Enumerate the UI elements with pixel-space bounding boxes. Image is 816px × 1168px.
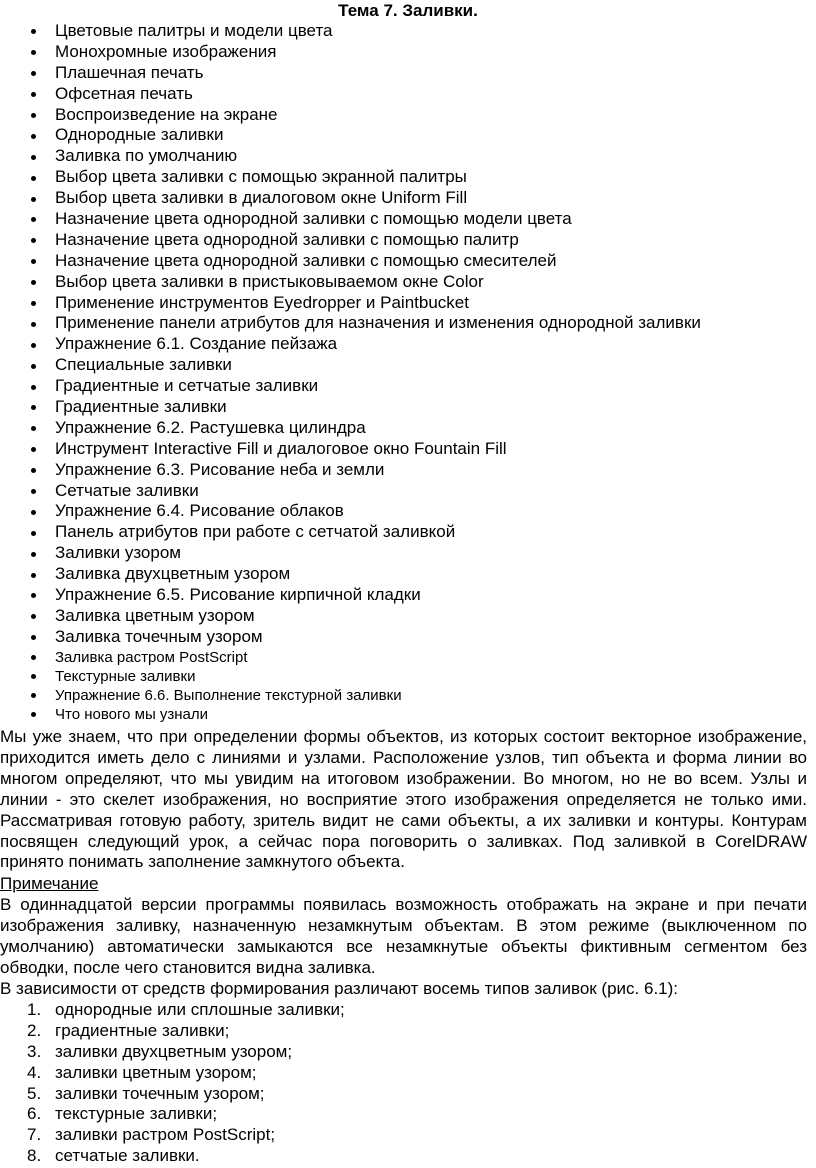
bullet-icon (31, 447, 36, 452)
list-item (0, 418, 701, 439)
list-item-text: Упражнение 6.1. Создание пейзажа (55, 334, 338, 354)
bullet-icon (31, 614, 36, 619)
bullet-icon (31, 593, 36, 598)
list-item (0, 686, 701, 705)
list-item-text: Выбор цвета заливки с помощью экранной палитры (55, 167, 467, 187)
list-item-number: 4. (27, 1062, 42, 1082)
list-item-text: текстурные заливки; (55, 1104, 218, 1124)
bullet-icon (31, 552, 36, 557)
fill-types-list (0, 1000, 345, 1167)
list-item (0, 84, 701, 105)
list-item-text: Назначение цвета однородной заливки с помощью смесителей (55, 250, 557, 270)
list-item (0, 188, 701, 209)
list-item (0, 230, 701, 251)
list-item-text: Заливка точечным узором (55, 626, 263, 646)
bullet-icon (31, 176, 36, 181)
page-title: Тема 7. Заливки. (338, 1, 478, 20)
bullet-icon (31, 113, 36, 118)
list-item-text: Упражнение 6.3. Рисование неба и земли (55, 459, 385, 479)
list-item (0, 1125, 345, 1146)
bullet-icon (31, 635, 36, 640)
topics-list (0, 21, 701, 724)
list-item-text: Цветовые палитры и модели цвета (55, 21, 333, 40)
bullet-icon (31, 693, 36, 698)
list-item-text: Заливка цветным узором (55, 605, 255, 625)
list-item-text: градиентные заливки; (55, 1020, 230, 1040)
list-item-text: Упражнение 6.2. Растушевка цилиндра (55, 417, 366, 437)
list-item-number: 5. (27, 1083, 42, 1103)
bullet-icon (31, 197, 36, 202)
list-item-text: Плашечная печать (55, 62, 204, 82)
list-item (0, 334, 701, 355)
list-item (0, 63, 701, 84)
list-item-text: Градиентные и сетчатые заливки (55, 376, 319, 396)
list-item-text: Инструмент Interactive Fill и диалоговое окно Fountain Fill (55, 438, 507, 458)
bullet-icon (31, 134, 36, 139)
list-item-text: Воспроизведение на экране (55, 104, 278, 124)
list-item (0, 146, 701, 167)
list-item-text: Заливка растром PostScript (55, 648, 248, 666)
list-item (0, 481, 701, 502)
bullet-icon (31, 531, 36, 536)
fill-types-intro: В зависимости от средств формирования различают восемь типов заливок (рис. 6.1): (0, 979, 679, 998)
intro-paragraph: Мы уже знаем, что при определении формы объектов, из которых состоит векторное изображение, приходится иметь дело с линиями и узлами. Расположение узлов, тип объекта и форма линии во многом определяют, что мы увидим на итоговом изображении. Во многом, но не во всем. Узлы и линии - это скелет изображения, но восприятие этого изображения определяется не только ими. Рассматривая готовую работу, зритель видит не сами объекты, а их заливки и контуры. Контурам посвящен следующий урок, а сейчас пора поговорить о заливках. Под заливкой в CorelDRAW принято понимать заполнение замкнутого объекта. (0, 727, 807, 872)
list-item (0, 125, 701, 146)
bullet-icon (31, 238, 36, 243)
bullet-icon (31, 259, 36, 264)
list-item (0, 42, 701, 63)
list-item (0, 397, 701, 418)
list-item-text: Офсетная печать (55, 83, 193, 103)
list-item-text: Монохромные изображения (55, 41, 277, 61)
list-item-text: Градиентные заливки (55, 397, 227, 417)
list-item (0, 21, 701, 42)
bullet-icon (31, 426, 36, 431)
list-item-text: Назначение цвета однородной заливки с помощью палитр (55, 229, 519, 249)
list-item-number: 8. (27, 1146, 42, 1166)
list-item-text: однородные или сплошные заливки; (55, 1000, 345, 1019)
list-item-text: Текстурные заливки (55, 667, 196, 685)
bullet-icon (31, 155, 36, 160)
bullet-icon (31, 322, 36, 327)
bullet-icon (31, 655, 36, 660)
list-item (0, 167, 701, 188)
list-item-text: Выбор цвета заливки в пристыковываемом окне Color (55, 271, 484, 291)
list-item-text: заливки двухцветным узором; (55, 1041, 293, 1061)
bullet-icon (31, 301, 36, 306)
bullet-icon (31, 573, 36, 578)
bullet-icon (31, 510, 36, 515)
list-item (0, 376, 701, 397)
list-item (0, 1146, 345, 1167)
list-item-text: Назначение цвета однородной заливки с помощью модели цвета (55, 209, 572, 229)
list-item-text: Заливка по умолчанию (55, 146, 238, 166)
list-item (0, 272, 701, 293)
list-item-text: Упражнение 6.5. Рисование кирпичной кладки (55, 585, 421, 605)
list-item (0, 105, 701, 126)
list-item-number: 1. (27, 1000, 42, 1019)
list-item-text: Специальные заливки (55, 355, 232, 375)
list-item-number: 6. (27, 1104, 42, 1124)
bullet-icon (31, 50, 36, 55)
bullet-icon (31, 712, 36, 717)
bullet-icon (31, 468, 36, 473)
list-item (0, 1063, 345, 1084)
bullet-icon (31, 674, 36, 679)
bullet-icon (31, 217, 36, 222)
list-item-text: Заливка двухцветным узором (55, 564, 291, 584)
list-item-text: Сетчатые заливки (55, 480, 199, 500)
list-item (0, 1042, 345, 1063)
list-item (0, 439, 701, 460)
list-item (0, 667, 701, 686)
list-item (0, 313, 701, 334)
list-item (0, 1021, 345, 1042)
list-item (0, 705, 701, 724)
bullet-icon (31, 489, 36, 494)
bullet-icon (31, 71, 36, 76)
list-item (0, 648, 701, 667)
list-item (0, 1104, 345, 1125)
list-item (0, 627, 701, 648)
list-item (0, 209, 701, 230)
list-item-text: Однородные заливки (55, 125, 224, 145)
list-item (0, 543, 701, 564)
list-item-text: Упражнение 6.4. Рисование облаков (55, 501, 344, 521)
list-item (0, 1084, 345, 1105)
list-item-text: Упражнение 6.6. Выполнение текстурной заливки (55, 686, 402, 704)
list-item-text: Выбор цвета заливки в диалоговом окне Uniform Fill (55, 188, 468, 208)
list-item-text: заливки цветным узором; (55, 1062, 257, 1082)
list-item-number: 3. (27, 1041, 42, 1061)
list-item (0, 1000, 345, 1021)
list-item (0, 251, 701, 272)
list-item (0, 564, 701, 585)
bullet-icon (31, 343, 36, 348)
list-item-number: 2. (27, 1020, 42, 1040)
note-heading: Примечание (0, 874, 99, 893)
list-item (0, 355, 701, 376)
list-item-text: сетчатые заливки. (55, 1146, 200, 1166)
bullet-icon (31, 29, 36, 34)
list-item (0, 585, 701, 606)
list-item-number: 7. (27, 1125, 42, 1145)
bullet-icon (31, 280, 36, 285)
list-item-text: Применение панели атрибутов для назначения и изменения однородной заливки (55, 313, 701, 333)
list-item (0, 522, 701, 543)
bullet-icon (31, 405, 36, 410)
bullet-icon (31, 364, 36, 369)
list-item-text: Что нового мы узнали (55, 705, 209, 723)
list-item (0, 293, 701, 314)
list-item (0, 606, 701, 627)
list-item (0, 460, 701, 481)
bullet-icon (31, 92, 36, 97)
list-item-text: Заливки узором (55, 543, 181, 563)
list-item-text: заливки точечным узором; (55, 1083, 265, 1103)
list-item-text: Панель атрибутов при работе с сетчатой заливкой (55, 522, 456, 542)
list-item-text: Применение инструментов Eyedropper и Paintbucket (55, 292, 469, 312)
list-item (0, 501, 701, 522)
note-text: В одиннадцатой версии программы появилась возможность отображать на экране и при печати изображения заливку, назначенную незамкнутым объектам. В этом режиме (выключенном по умолчанию) автоматически замыкаются все незамкнутые объекты фиктивным сегментом без обводки, после чего становится видна заливка. (0, 895, 807, 977)
bullet-icon (31, 385, 36, 390)
list-item-text: заливки растром PostScript; (55, 1125, 276, 1145)
